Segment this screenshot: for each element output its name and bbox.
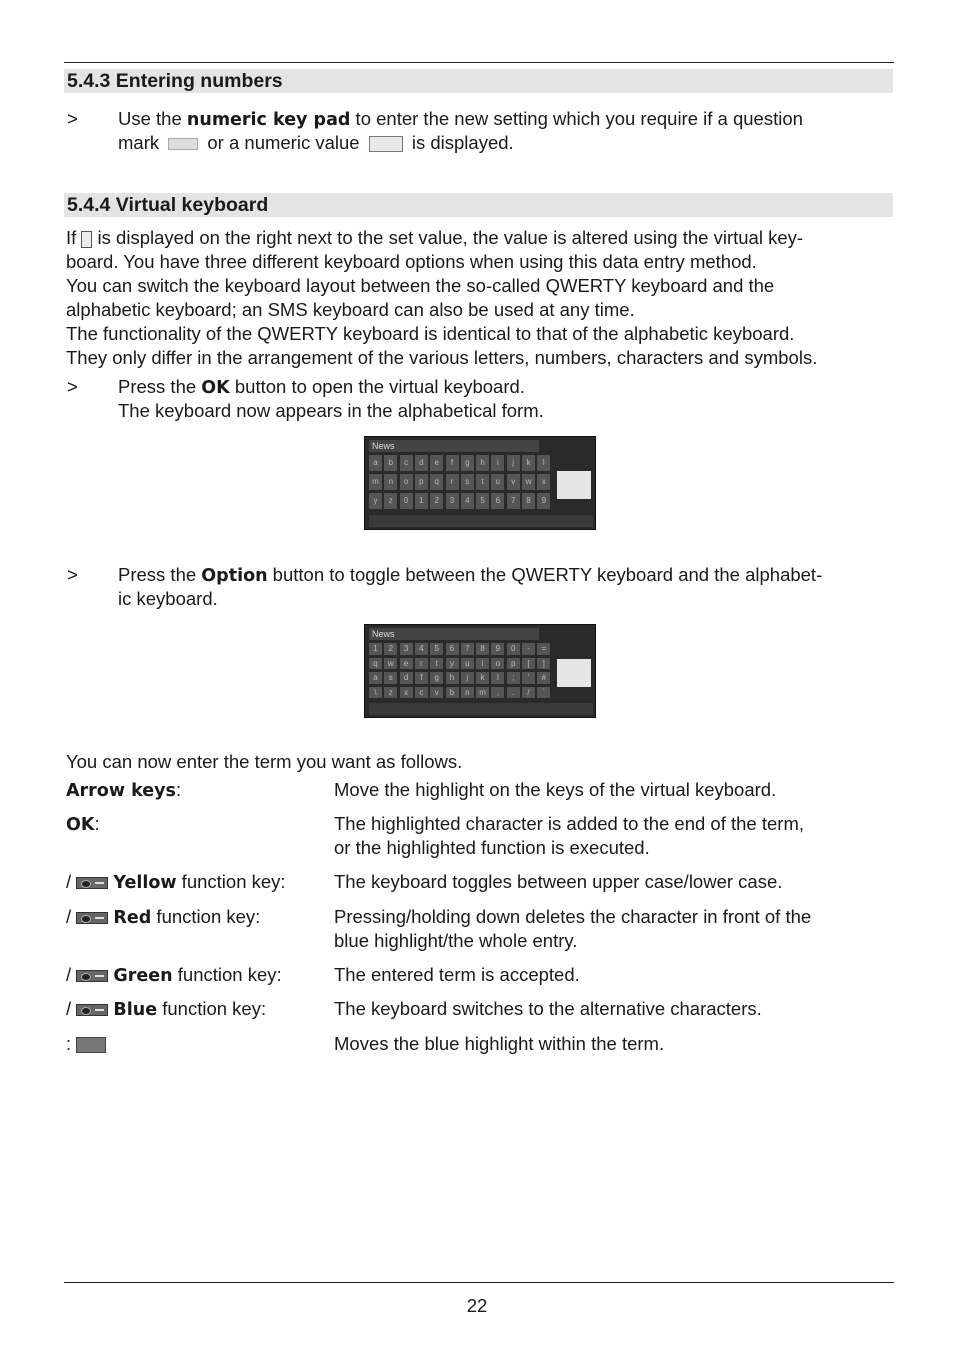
paragraph-line: The functionality of the QWERTY keyboard is identical to that of the alphabetic keyboard. <box>66 323 795 344</box>
keyboard-key: b <box>446 687 459 699</box>
keyboard-key: e <box>400 658 413 670</box>
page-arrows-icon <box>76 1037 106 1053</box>
usage-label-page-keys: : <box>66 1032 106 1056</box>
usage-desc-red-line2: blue highlight/the whole entry. <box>334 930 578 951</box>
keyboard-key: z <box>384 687 397 699</box>
keyboard-key: , <box>491 687 504 699</box>
qwerty-keyboard-screenshot <box>364 624 596 718</box>
keyboard-key: t <box>476 474 489 490</box>
bottom-rule <box>64 1282 894 1283</box>
usage-label-blue: / Blue function key: <box>66 998 267 1020</box>
keyboard-key: c <box>415 687 428 699</box>
keyboard-key: i <box>491 455 504 471</box>
usage-label-yellow: / Yellow function key: <box>66 871 286 893</box>
paragraph-line: If is displayed on the right next to the set value, the value is altered using the virtual key- <box>66 227 804 248</box>
keyboard-highlight-panel <box>557 471 591 499</box>
top-rule <box>64 62 894 63</box>
keyboard-key: z <box>384 493 397 509</box>
bullet-marker: > <box>67 376 78 397</box>
usage-label-red: / Red function key: <box>66 906 261 928</box>
keyboard-key: d <box>415 455 428 471</box>
keyboard-key: k <box>476 672 489 684</box>
keyboard-key: l <box>537 455 550 471</box>
usage-desc-green: The entered term is accepted. <box>334 964 580 985</box>
keyboard-key: j <box>507 455 520 471</box>
keyboard-key: . <box>507 687 520 699</box>
keyboard-key: 7 <box>507 493 520 509</box>
paragraph-line: board. You have three different keyboard options when using this data entry method. <box>66 251 757 272</box>
keyboard-key: 5 <box>430 643 443 655</box>
keyboard-key: 9 <box>491 643 504 655</box>
keyboard-key: s <box>461 474 474 490</box>
yellow-key-icon <box>76 877 108 889</box>
keyboard-key: c <box>400 455 413 471</box>
keyboard-key: v <box>430 687 443 699</box>
keyboard-key: 6 <box>491 493 504 509</box>
keyboard-key: q <box>369 658 382 670</box>
keyboard-key: o <box>400 474 413 490</box>
keyboard-key: b <box>384 455 397 471</box>
keyboard-key: u <box>491 474 504 490</box>
blue-key-icon <box>76 1004 108 1016</box>
keyboard-key: j <box>461 672 474 684</box>
keyboard-key: x <box>537 474 550 490</box>
usage-desc-yellow: The keyboard toggles between upper case/lower case. <box>334 871 783 892</box>
keyboard-key: [ <box>522 658 535 670</box>
step-option-line1: Press the Option button to toggle between the QWERTY keyboard and the alphabet- <box>118 564 823 586</box>
page-number: 22 <box>466 1295 488 1316</box>
keyboard-key: g <box>430 672 443 684</box>
keyboard-key: a <box>369 455 382 471</box>
keyboard-key: a <box>369 672 382 684</box>
keyboard-key: g <box>461 455 474 471</box>
numeric-value-field-icon <box>369 136 403 152</box>
keyboard-key: o <box>491 658 504 670</box>
keyboard-key: 1 <box>415 493 428 509</box>
keyboard-key: l <box>491 672 504 684</box>
keyboard-key: f <box>415 672 428 684</box>
question-mark-field-icon <box>168 138 198 150</box>
usage-desc-ok-line2: or the highlighted function is executed. <box>334 837 650 858</box>
bullet-marker: > <box>67 108 78 129</box>
keyboard-key: n <box>384 474 397 490</box>
keyboard-input-bar: News <box>369 628 539 640</box>
keyboard-key: 4 <box>461 493 474 509</box>
keyboard-key: m <box>476 687 489 699</box>
keyboard-key: / <box>522 687 535 699</box>
keyboard-key: ` <box>537 687 550 699</box>
step-option-line2: ic keyboard. <box>118 588 218 609</box>
keyboard-key: ; <box>507 672 520 684</box>
keyboard-key: # <box>537 672 550 684</box>
keyboard-input-bar: News <box>369 440 539 452</box>
keyboard-key: 6 <box>446 643 459 655</box>
keyboard-key: ' <box>522 672 535 684</box>
keyboard-key: p <box>415 474 428 490</box>
red-key-icon <box>76 912 108 924</box>
keyboard-key: k <box>522 455 535 471</box>
keyboard-symbol-icon <box>81 231 92 248</box>
keyboard-key: d <box>400 672 413 684</box>
keyboard-key: 0 <box>400 493 413 509</box>
keyboard-key: 2 <box>430 493 443 509</box>
usage-label-arrow-keys: Arrow keys: <box>66 779 182 801</box>
keyboard-key: 1 <box>369 643 382 655</box>
keyboard-key: r <box>415 658 428 670</box>
paragraph-line: alphabetic keyboard; an SMS keyboard can also be used at any time. <box>66 299 635 320</box>
keyboard-key: 3 <box>446 493 459 509</box>
keyboard-key: x <box>400 687 413 699</box>
numeric-instruction-line1: Use the numeric key pad to enter the new setting which you require if a question <box>118 108 803 130</box>
keyboard-highlight-panel <box>557 659 591 687</box>
paragraph-line: They only differ in the arrangement of the various letters, numbers, characters and symbols. <box>66 347 818 368</box>
keyboard-key: q <box>430 474 443 490</box>
usage-intro: You can now enter the term you want as follows. <box>66 751 463 772</box>
keyboard-key: h <box>446 672 459 684</box>
keyboard-key: - <box>522 643 535 655</box>
keyboard-key: 3 <box>400 643 413 655</box>
keyboard-key: 2 <box>384 643 397 655</box>
usage-label-green: / Green function key: <box>66 964 282 986</box>
usage-desc-blue: The keyboard switches to the alternative characters. <box>334 998 762 1019</box>
keyboard-key: e <box>430 455 443 471</box>
keyboard-key: w <box>384 658 397 670</box>
keyboard-key: y <box>446 658 459 670</box>
keyboard-key: \ <box>369 687 382 699</box>
usage-desc-ok: The highlighted character is added to the end of the term, <box>334 813 804 834</box>
keyboard-key: h <box>476 455 489 471</box>
keyboard-key: 7 <box>461 643 474 655</box>
green-key-icon <box>76 970 108 982</box>
section-heading-entering-numbers: 5.4.3 Entering numbers <box>64 69 893 93</box>
keyboard-key: m <box>369 474 382 490</box>
keyboard-key: p <box>507 658 520 670</box>
usage-desc-red: Pressing/holding down deletes the character in front of the <box>334 906 812 927</box>
keyboard-key: u <box>461 658 474 670</box>
keyboard-key: i <box>476 658 489 670</box>
keyboard-key: r <box>446 474 459 490</box>
keyboard-key: 8 <box>522 493 535 509</box>
section-heading-virtual-keyboard: 5.4.4 Virtual keyboard <box>64 193 893 217</box>
keyboard-footer-bar <box>369 515 593 527</box>
step-ok-line1: Press the OK button to open the virtual keyboard. <box>118 376 525 398</box>
keyboard-key: ] <box>537 658 550 670</box>
keyboard-key: 5 <box>476 493 489 509</box>
keyboard-key: y <box>369 493 382 509</box>
numeric-instruction-line2: mark or a numeric value is displayed. <box>118 132 514 153</box>
keyboard-key: f <box>446 455 459 471</box>
alphabetic-keyboard-screenshot <box>364 436 596 530</box>
keyboard-key: v <box>507 474 520 490</box>
keyboard-key: w <box>522 474 535 490</box>
keyboard-key: 0 <box>507 643 520 655</box>
keyboard-key: 9 <box>537 493 550 509</box>
step-ok-line2: The keyboard now appears in the alphabetical form. <box>118 400 544 421</box>
keyboard-key: 8 <box>476 643 489 655</box>
keyboard-footer-bar <box>369 703 593 715</box>
usage-desc-page-keys: Moves the blue highlight within the term. <box>334 1033 665 1054</box>
keyboard-key: = <box>537 643 550 655</box>
keyboard-key: 4 <box>415 643 428 655</box>
bullet-marker: > <box>67 564 78 585</box>
paragraph-line: You can switch the keyboard layout between the so-called QWERTY keyboard and the <box>66 275 775 296</box>
keyboard-key: t <box>430 658 443 670</box>
keyboard-key: s <box>384 672 397 684</box>
usage-label-ok: OK: <box>66 813 100 835</box>
usage-desc-arrow-keys: Move the highlight on the keys of the virtual keyboard. <box>334 779 777 800</box>
keyboard-key: n <box>461 687 474 699</box>
